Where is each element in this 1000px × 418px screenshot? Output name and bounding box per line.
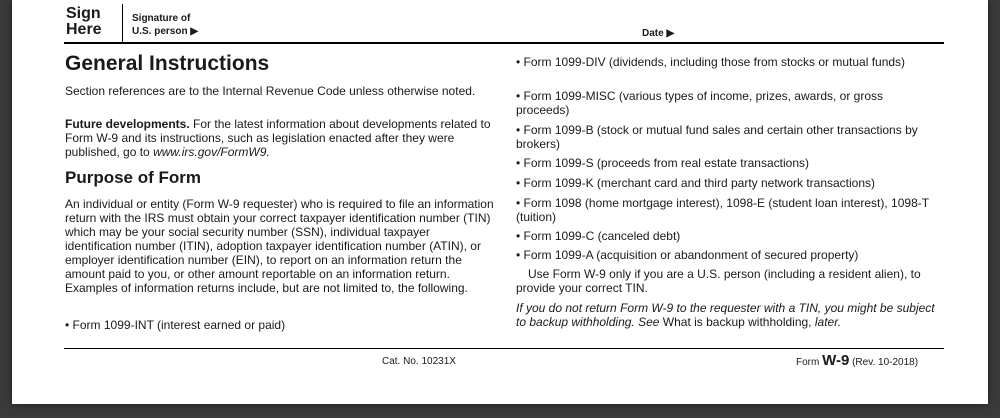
form-revision: (Rev. 10-2018) [849, 357, 919, 368]
bullet-1099-a: • Form 1099-A (acquisition or abandonment of secured property) [516, 248, 858, 262]
future-developments-label: Future developments. [65, 117, 190, 131]
date-label[interactable]: Date ▶ [642, 28, 675, 39]
signature-label-line2: U.S. person ▶ [132, 26, 199, 37]
signature-label-line1: Signature of [132, 13, 191, 24]
section-references-text: Section references are to the Internal Revenue Code unless otherwise noted. [65, 84, 476, 98]
general-instructions-heading: General Instructions [65, 52, 270, 75]
form-prefix: Form [796, 357, 823, 368]
sign-divider [122, 4, 123, 42]
signature-label[interactable] [132, 12, 198, 38]
backup-italic-text: If you do not return Form W-9 to the requester with a TIN, you might be subject to backup withholding. See [516, 301, 935, 329]
bullet-1099-misc: • Form 1099-MISC (various types of income, prizes, awards, or gross proceeds) [516, 89, 936, 117]
irs-link[interactable]: www.irs.gov/FormW9. [153, 145, 270, 159]
backup-plain-text: What is backup withholding, [659, 315, 812, 329]
footer-divider [64, 348, 944, 349]
catalog-number: Cat. No. 10231X [382, 356, 456, 367]
future-developments-paragraph [65, 117, 495, 159]
future-developments-text: For the latest information about developments related to Form W-9 and its instructions, such as legislation enacted after they were published, go to [65, 117, 491, 159]
sign-here-label: Sign Here [66, 5, 102, 38]
signature-row [64, 4, 944, 44]
backup-withholding-paragraph [516, 301, 936, 329]
bullet-1099-k: • Form 1099-K (merchant card and third party network transactions) [516, 176, 875, 190]
bullet-1099-int: • Form 1099-INT (interest earned or paid) [65, 318, 285, 332]
purpose-text: An individual or entity (Form W-9 requester) who is required to file an information return with the IRS must obtain your correct taxpayer identification number (TIN) which may be your social security number (SSN), individual taxpayer identification number (ITIN), adoption taxpayer identification number (ATIN), or employer identification number (EIN), to report on an information return the amount paid to you, or other amount reportable on an information return. Examples of information returns include, but are not limited to, the following. [65, 197, 494, 295]
bullet-1098: • Form 1098 (home mortgage interest), 1098-E (student loan interest), 1098-T (tuition) [516, 196, 936, 224]
bullet-1099-div: • Form 1099-DIV (dividends, including those from stocks or mutual funds) [516, 55, 905, 69]
form-page [12, 0, 988, 404]
backup-later-text: later. [814, 315, 842, 329]
bullet-1099-b: • Form 1099-B (stock or mutual fund sales and certain other transactions by brokers) [516, 123, 936, 151]
form-identifier [796, 352, 918, 369]
bullet-1099-s: • Form 1099-S (proceeds from real estate transactions) [516, 156, 809, 170]
form-name: W-9 [822, 352, 850, 369]
purpose-of-form-heading: Purpose of Form [65, 168, 202, 187]
use-w9-text: Use Form W-9 only if you are a U.S. person (including a resident alien), to provide your correct TIN. [516, 267, 921, 295]
bullet-1099-c: • Form 1099-C (canceled debt) [516, 229, 680, 243]
